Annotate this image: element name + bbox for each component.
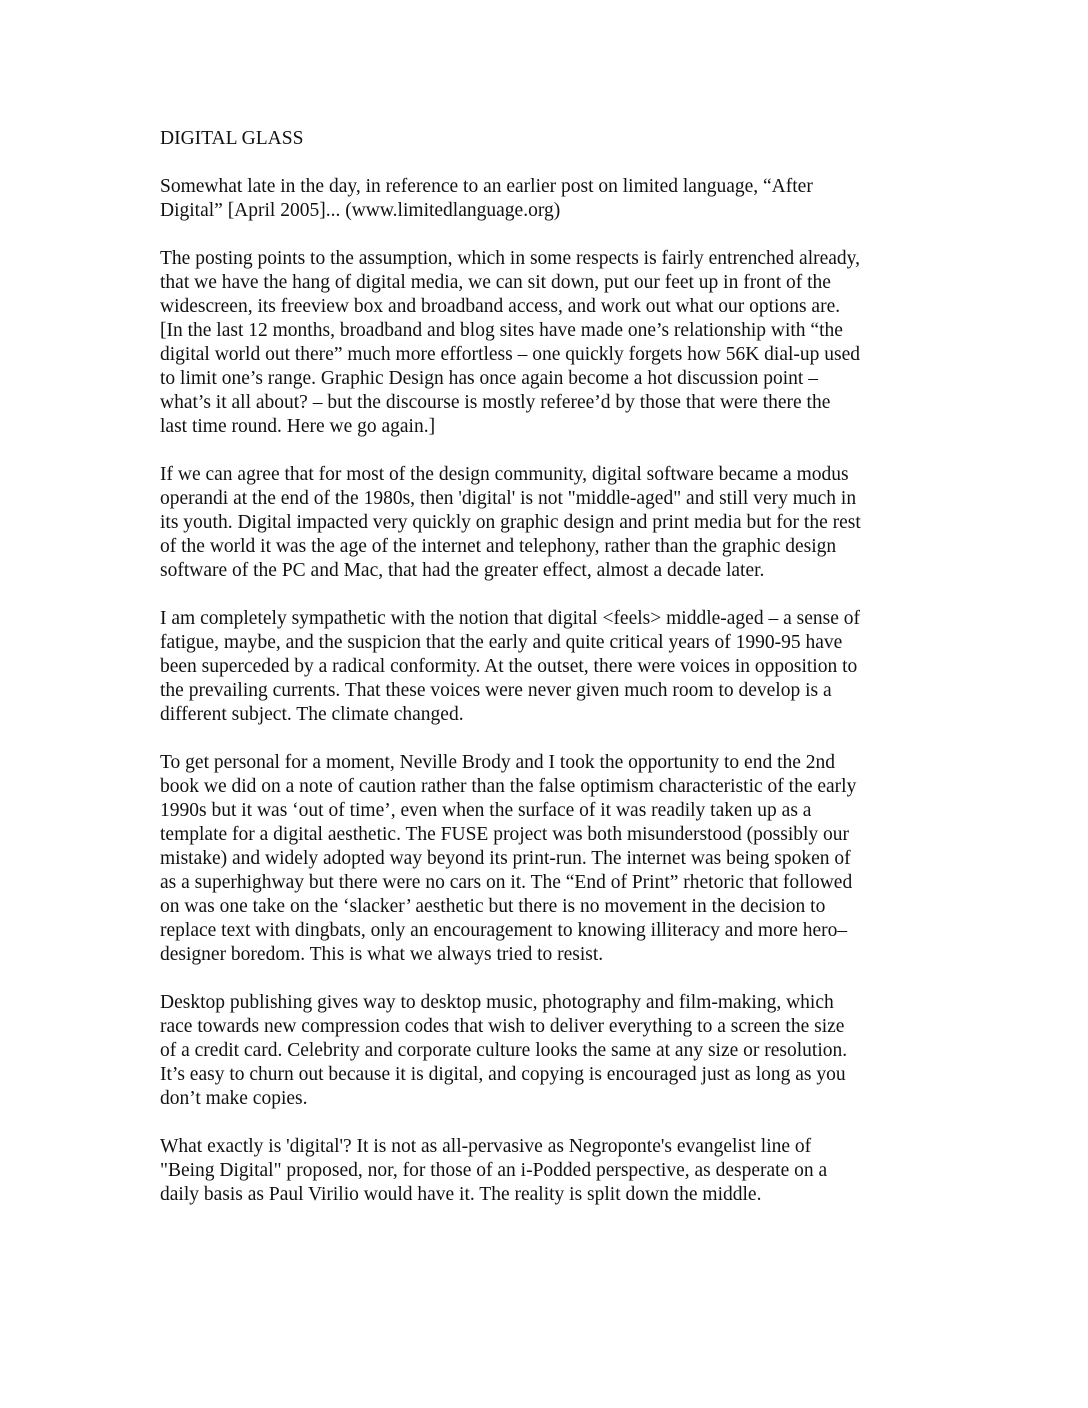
text-line: To get personal for a moment, Neville Brody and I took the opportunity to end the 2nd — [160, 752, 836, 773]
text-line: software of the PC and Mac, that had the greater effect, almost a decade later. — [160, 560, 765, 581]
text-line: last time round. Here we go again.] — [160, 416, 436, 437]
text-line: the prevailing currents. That these voices were never given much room to develop is a — [160, 680, 832, 701]
text-line: The posting points to the assumption, which in some respects is fairly entrenched already, — [160, 248, 861, 269]
text-line: race towards new compression codes that wish to deliver everything to a screen the size — [160, 1016, 845, 1037]
text-line: daily basis as Paul Virilio would have it. The reality is split down the middle. — [160, 1184, 762, 1205]
text-line: widescreen, its freeview box and broadband access, and work out what our options are. — [160, 296, 841, 317]
text-line: on was one take on the ‘slacker’ aesthetic but there is no movement in the decision to — [160, 896, 826, 917]
text-line: I am completely sympathetic with the notion that digital <feels> middle-aged – a sense of — [160, 608, 860, 629]
text-line: designer boredom. This is what we always tried to resist. — [160, 944, 604, 965]
text-line: what’s it all about? – but the discourse is mostly referee’d by those that were there the — [160, 392, 831, 413]
text-line: It’s easy to churn out because it is digital, and copying is encouraged just as long as you — [160, 1064, 846, 1085]
paragraph — [160, 175, 960, 223]
document-body — [160, 127, 960, 1231]
text-line: replace text with dingbats, only an encouragement to knowing illiteracy and more hero– — [160, 920, 848, 941]
text-line: [In the last 12 months, broadband and blog sites have made one’s relationship with “the — [160, 320, 843, 341]
text-line: operandi at the end of the 1980s, then 'digital' is not "middle-aged" and still very much in — [160, 488, 857, 509]
text-line: template for a digital aesthetic. The FUSE project was both misunderstood (possibly our — [160, 824, 850, 845]
paragraph-list — [160, 175, 960, 1207]
text-line: mistake) and widely adopted way beyond its print-run. The internet was being spoken of — [160, 848, 851, 869]
text-line: to limit one’s range. Graphic Design has once again become a hot discussion point – — [160, 368, 818, 389]
paragraph — [160, 751, 960, 967]
text-line: don’t make copies. — [160, 1088, 308, 1109]
text-line: as a superhighway but there were no cars on it. The “End of Print” rhetoric that followed — [160, 872, 853, 893]
document-title: DIGITAL GLASS — [160, 128, 304, 149]
paragraph — [160, 1135, 960, 1207]
text-line: of the world it was the age of the internet and telephony, rather than the graphic design — [160, 536, 837, 557]
text-line: fatigue, maybe, and the suspicion that the early and quite critical years of 1990-95 have — [160, 632, 843, 653]
text-line: "Being Digital" proposed, nor, for those of an i-Podded perspective, as desperate on a — [160, 1160, 828, 1181]
text-line: What exactly is 'digital'? It is not as all-pervasive as Negroponte's evangelist line of — [160, 1136, 812, 1157]
text-line: different subject. The climate changed. — [160, 704, 464, 725]
text-line: that we have the hang of digital media, we can sit down, put our feet up in front of the — [160, 272, 831, 293]
paragraph — [160, 463, 960, 583]
paragraph — [160, 247, 960, 439]
paragraph — [160, 991, 960, 1111]
text-line: Desktop publishing gives way to desktop music, photography and film-making, which — [160, 992, 834, 1013]
text-line: book we did on a note of caution rather than the false optimism characteristic of the early — [160, 776, 857, 797]
text-line: 1990s but it was ‘out of time’, even when the surface of it was readily taken up as a — [160, 800, 812, 821]
text-line: Digital” [April 2005]... (www.limitedlanguage.org) — [160, 200, 561, 221]
text-line: digital world out there” much more effortless – one quickly forgets how 56K dial-up used — [160, 344, 861, 365]
text-line: been superceded by a radical conformity. At the outset, there were voices in opposition to — [160, 656, 858, 677]
text-line: its youth. Digital impacted very quickly on graphic design and print media but for the rest — [160, 512, 861, 533]
text-line: If we can agree that for most of the design community, digital software became a modus — [160, 464, 849, 485]
text-line: of a credit card. Celebrity and corporate culture looks the same at any size or resolution. — [160, 1040, 848, 1061]
text-line: Somewhat late in the day, in reference to an earlier post on limited language, “After — [160, 176, 813, 197]
paragraph — [160, 607, 960, 727]
